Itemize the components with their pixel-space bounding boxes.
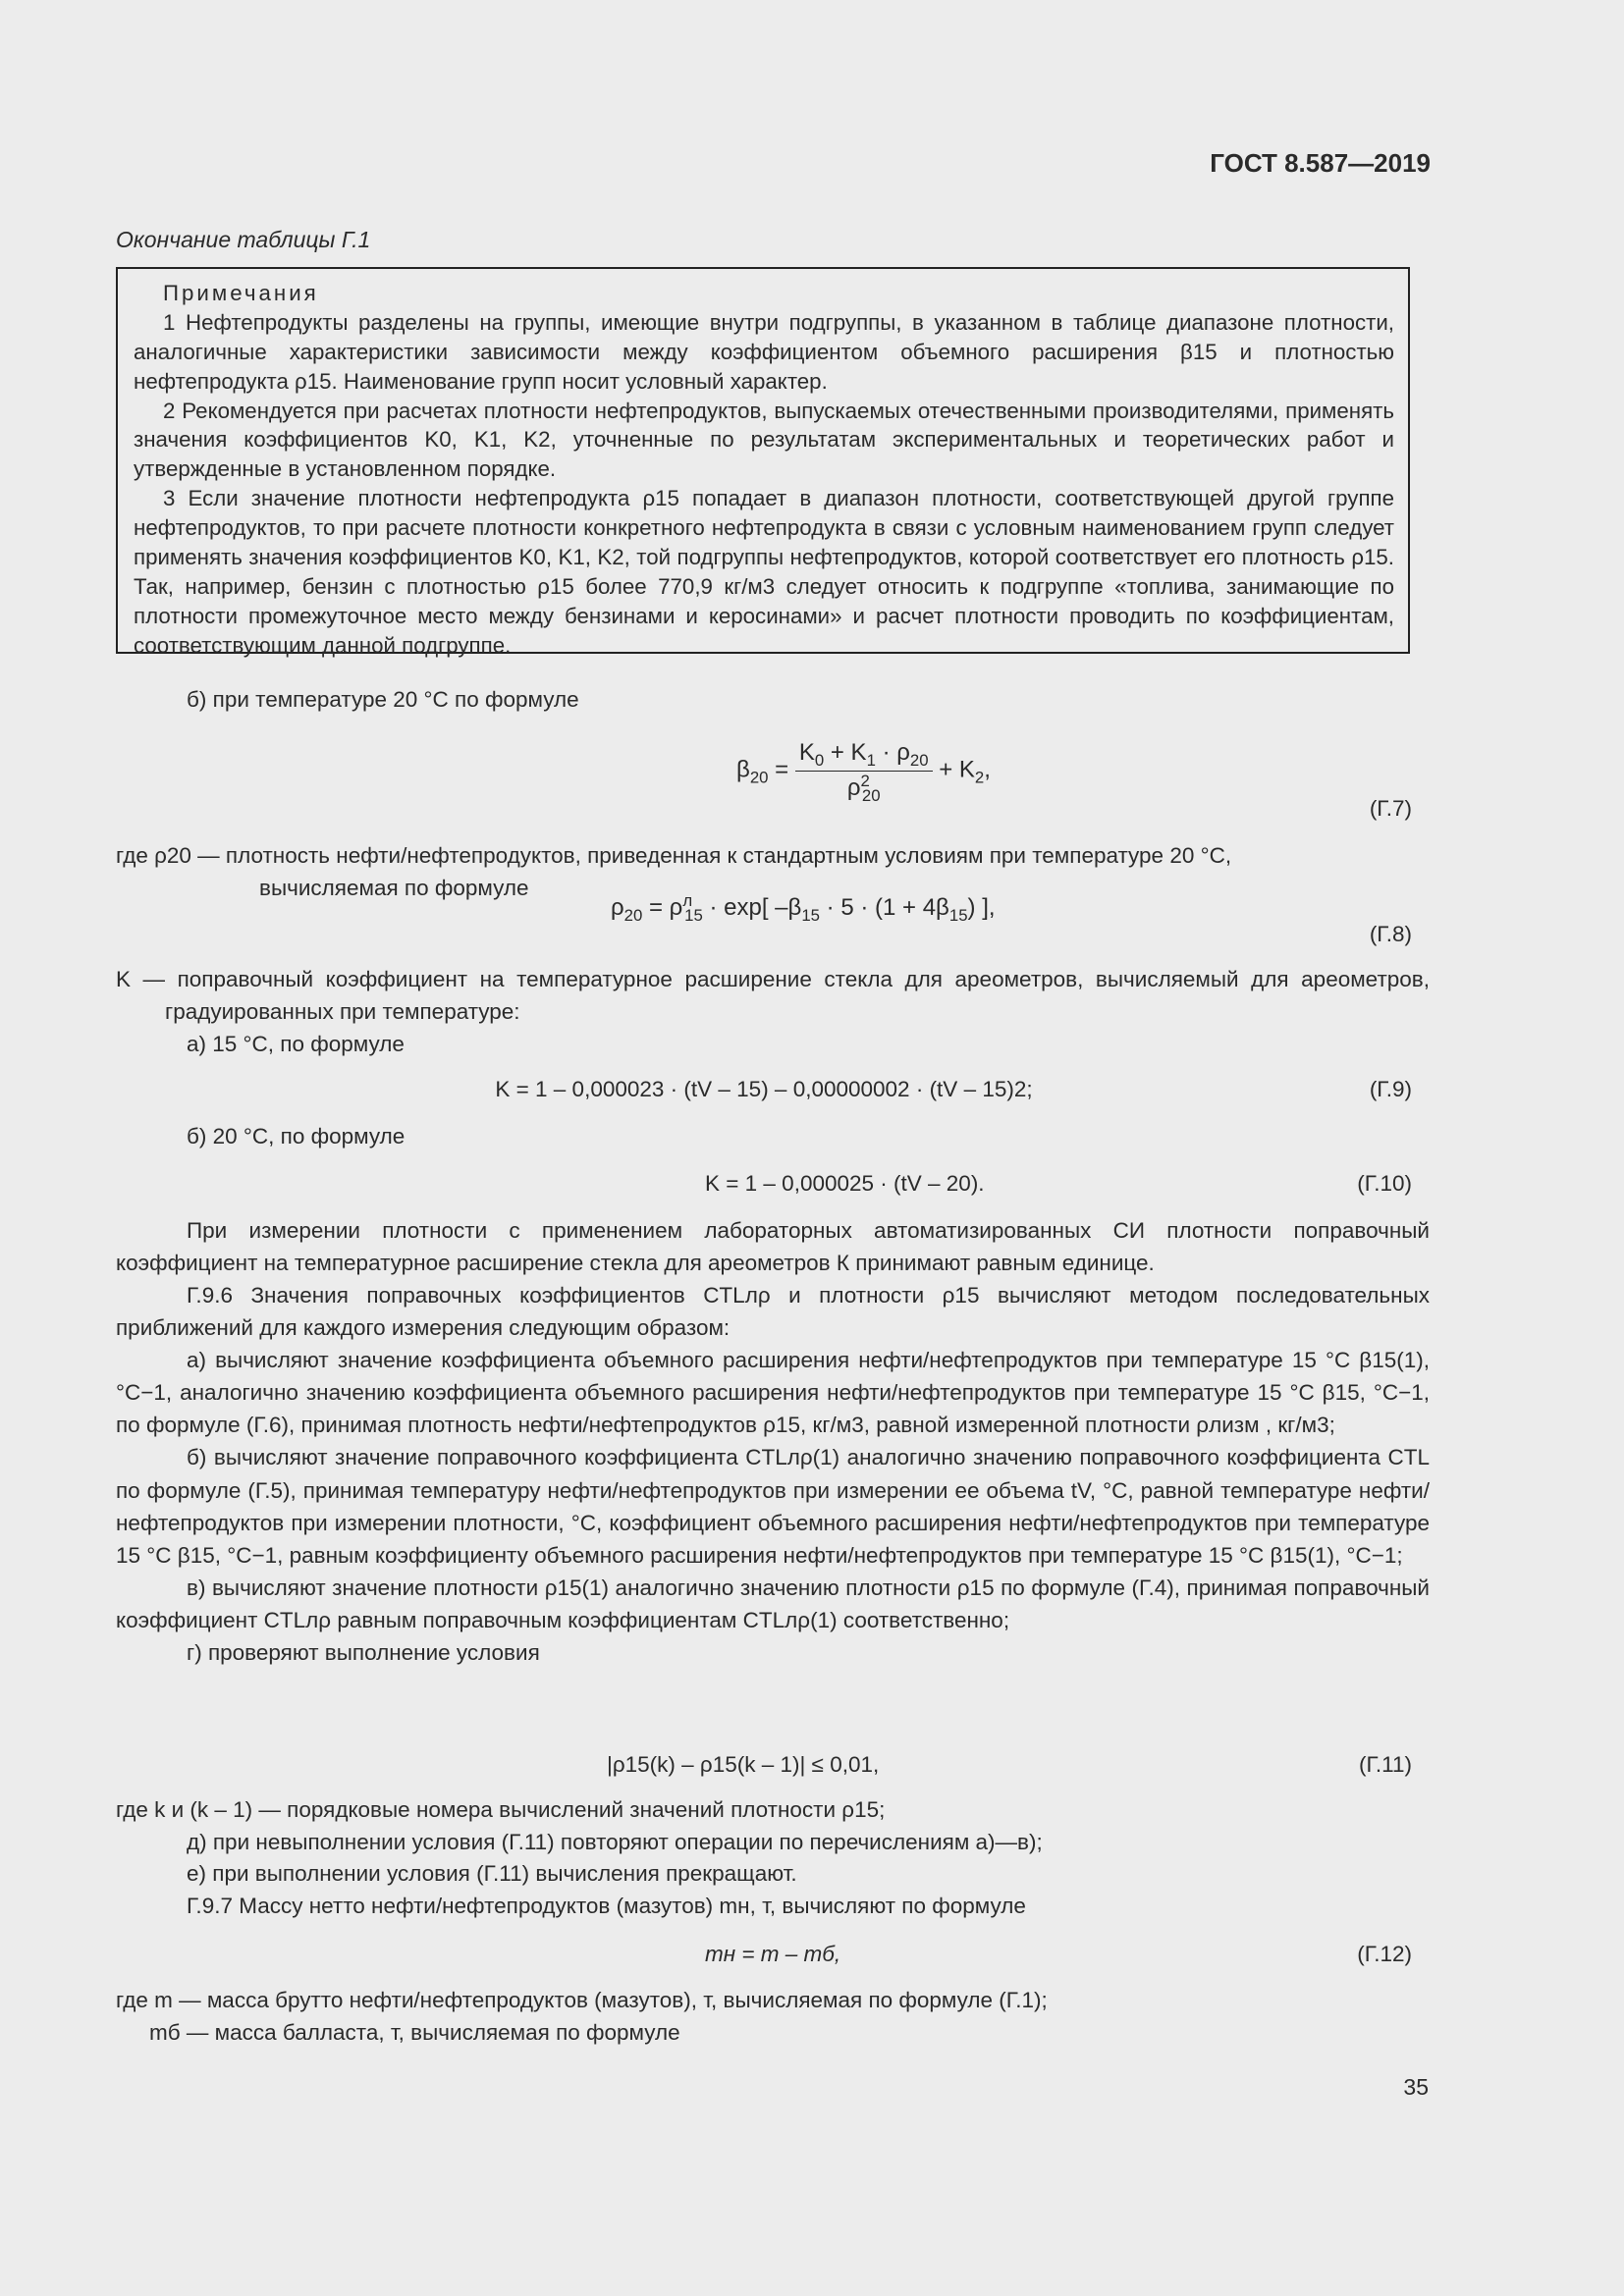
notes-title: Примечания bbox=[163, 281, 319, 305]
page-number: 35 bbox=[1403, 2074, 1429, 2100]
equation-g8 bbox=[116, 889, 1412, 948]
paragraph: г) проверяют выполнение условия bbox=[187, 1639, 540, 1665]
paragraph: Г.9.6 Значения поправочных коэффициентов CTLлρ и плотности ρ15 вычисляют методом последовательных приближений для каждого измерения следующим образом: bbox=[116, 1283, 1430, 1341]
note-item: 2 Рекомендуется при расчетах плотности нефтепродуктов, выпускаемых отечественными производителями, применять значения коэффициентов K0, K1, K2, уточненные по результатам экспериментальных и теоретических работ и утвержденные в установленном порядке. bbox=[134, 398, 1394, 482]
paragraph: в) вычисляют значение плотности ρ15(1) аналогично значению плотности ρ15 по формуле (Г.4), принимая поправочный коэффициент CTLлρ равным поправочным коэффициентам CTLлρ(1) соответственно; bbox=[116, 1575, 1430, 1632]
fraction: $\frac{K_0 + K_1 \cdot \rho_{20}}{\rho^2_{20}}$ bbox=[795, 736, 933, 806]
equation-number: (Г.11) bbox=[1358, 1752, 1412, 1777]
equation-number: (Г.8) bbox=[1369, 922, 1412, 946]
equation-number: (Г.10) bbox=[1357, 1171, 1412, 1196]
text-line: б) 20 °С, по формуле bbox=[187, 1124, 406, 1148]
k-definition bbox=[116, 964, 1430, 1061]
text-line: б) при температуре 20 °С по формуле bbox=[187, 687, 579, 712]
formula-g11: |ρ15(k) – ρ15(k – 1)| ≤ 0,01, bbox=[607, 1752, 880, 1777]
formula-g7: $\beta_{20}$ = $\frac{K_0 + K_1 \cdot \rho_{20}}{\rho^2_{20}}$ + $K_2$, bbox=[736, 736, 991, 806]
paragraph: д) при невыполнении условия (Г.11) повторяют операции по перечислениям а)—в); bbox=[187, 1829, 1043, 1854]
text-line: вычисляемая по формуле bbox=[259, 875, 529, 900]
where-m-block bbox=[116, 1985, 1430, 2049]
note-item: 3 Если значение плотности нефтепродукта ρ15 попадает в диапазон плотности, соответствующей другой группе нефтепродуктов, то при расчете плотности конкретного нефтепродукта в связи с условным наименованием групп следует применять значения коэффициентов K0, K1, K2, той подгруппы нефтепродуктов, которой соответствует его плотность ρ15. Так, например, бензин с плотностью ρ15 более 770,9 кг/м3 следует относить к подгруппе «топлива, занимающие по плотности промежуточное место между бензинами и керосинами» и расчет плотности проводить по коэффициентам, соответствующим данной подгруппе. bbox=[134, 486, 1394, 658]
equation-number: (Г.7) bbox=[1369, 796, 1412, 821]
paragraph: При измерении плотности с применением лабораторных автоматизированных СИ плотности поправочный коэффициент на температурное расширение стекла для ареометров К принимают равным единице. bbox=[116, 1218, 1430, 1276]
paragraph: е) при выполнении условия (Г.11) вычисления прекращают. bbox=[187, 1861, 797, 1887]
main-text-block bbox=[116, 1214, 1430, 1669]
standard-code: ГОСТ 8.587—2019 bbox=[1210, 148, 1431, 178]
formula-g10: K = 1 – 0,000025 · (tV – 20). bbox=[705, 1171, 985, 1196]
equation-number: (Г.9) bbox=[1369, 1077, 1412, 1101]
equation-number: (Г.12) bbox=[1357, 1942, 1412, 1966]
body-section-b20 bbox=[116, 684, 1430, 717]
paragraph: где m — масса брутто нефти/нефтепродуктов (мазутов), т, вычисляемая по формуле (Г.1); bbox=[116, 1988, 1048, 2012]
b20-section bbox=[116, 1121, 1430, 1153]
equation-g9 bbox=[116, 1074, 1412, 1106]
formula-g9: K = 1 – 0,000023 · (tV – 15) – 0,00000002 · (tV – 15)2; bbox=[495, 1077, 1033, 1101]
table-continuation-title: Окончание таблицы Г.1 bbox=[116, 227, 371, 252]
equation-g7 bbox=[116, 734, 1412, 821]
paragraph: а) вычисляют значение коэффициента объемного расширения нефти/нефтепродуктов при температуре 15 °С β15(1), °С−1, аналогично значению коэффициента объемного расширения нефти/нефтепродуктов при температуре 15 °С β15, °С−1, по формуле (Г.6), принимая плотность нефти/нефтепродуктов ρ15, кг/м3, равной измеренной плотности ρлизм , кг/м3; bbox=[116, 1348, 1430, 1438]
notes-box bbox=[116, 267, 1410, 658]
text-line: где ρ20 — плотность нефти/нефтепродуктов, приведенная к стандартным условиям при температуре 20 °С, bbox=[116, 843, 1232, 868]
text-line: а) 15 °С, по формуле bbox=[187, 1032, 405, 1057]
text-line: K — поправочный коэффициент на температурное расширение стекла для ареометров, вычисляемый для ареометров, градуированных при температуре: bbox=[116, 967, 1430, 1024]
formula-g8: $\rho_{20} = \rho^л_{15} \cdot \exp$[ $-\beta_{15} \cdot 5 \cdot (1 + 4\beta_{15})$ ], bbox=[611, 891, 996, 925]
tail-text-block bbox=[116, 1794, 1430, 1923]
paragraph: mб — масса балласта, т, вычисляемая по формуле bbox=[149, 2019, 680, 2045]
note-item: 1 Нефтепродукты разделены на группы, имеющие внутри подгруппы, в указанном в таблице диапазоне плотности, аналогичные характеристики зависимости между коэффициентом объемного расширения β15 и плотностью нефтепродукта ρ15. Наименование групп носит условный характер. bbox=[134, 309, 1394, 394]
paragraph: б) вычисляют значение поправочного коэффициента CTLлρ(1) аналогично значению поправочного коэффициента CTL по формуле (Г.5), принимая температуру нефти/нефтепродуктов при измерении ее объема tV, °С, равной температуре нефти/нефтепродуктов при измерении плотности, °С, коэффициент объемного расширения нефти/нефтепродуктов при температуре 15 °С β15, °С−1, равным коэффициенту объемного расширения нефти/нефтепродуктов при температуре 15 °С β15(1), °С−1; bbox=[116, 1445, 1430, 1568]
formula-g12: mн = m – mб, bbox=[705, 1942, 841, 1966]
paragraph: где k и (k – 1) — порядковые номера вычислений значений плотности ρ15; bbox=[116, 1797, 886, 1822]
paragraph: Г.9.7 Массу нетто нефти/нефтепродуктов (мазутов) mн, т, вычисляют по формуле bbox=[187, 1893, 1026, 1918]
